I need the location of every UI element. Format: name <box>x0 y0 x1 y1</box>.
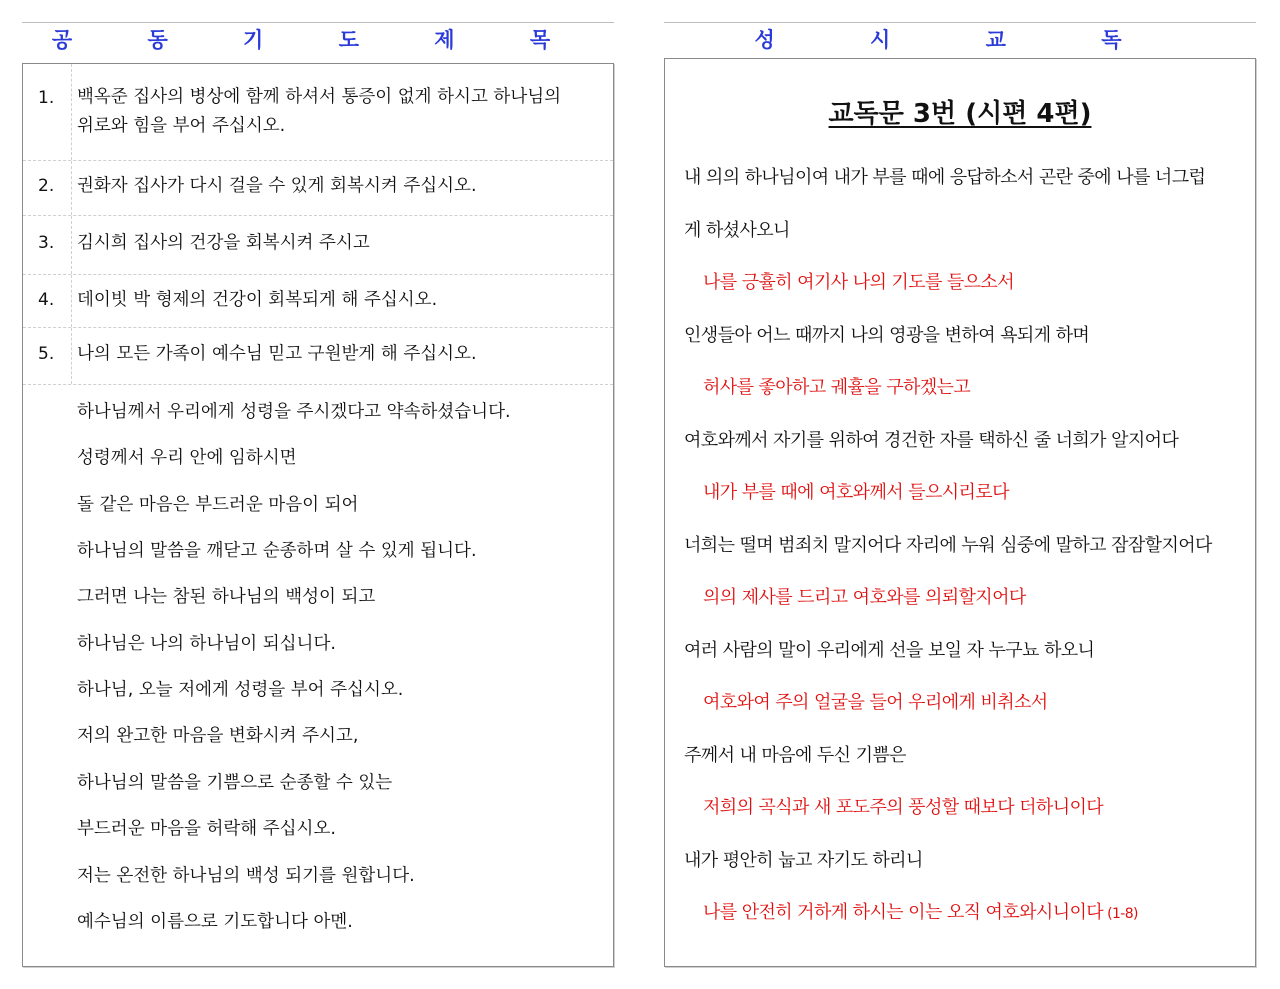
prayer-title-rule <box>22 22 614 23</box>
prayer-topic-number: 1. <box>38 88 55 108</box>
verse-leader: 내가 평안히 눕고 자기도 하리니 <box>684 850 923 871</box>
prayer-line: 저는 온전한 하나님의 백성 되기를 원합니다. <box>77 866 415 886</box>
verse-leader: 게 하셨사오니 <box>684 220 790 241</box>
prayer-topic-number-cell <box>23 216 72 274</box>
prayer-topic-number-cell <box>23 328 72 384</box>
reading-heading-wrap <box>665 93 1255 130</box>
prayer-line: 하나님께서 우리에게 성령을 주시겠다고 약속하셨습니다. <box>77 402 511 422</box>
prayer-topic-text: 나의 모든 가족이 예수님 믿고 구원받게 해 주십시오. <box>77 344 477 364</box>
verse-leader: 너희는 떨며 범죄치 말지어다 자리에 누워 심중에 말하고 잠잠할지어다 <box>684 535 1212 556</box>
prayer-topic-text: 김시희 집사의 건강을 회복시켜 주시고 <box>77 233 370 253</box>
prayer-topic-text: 백옥준 집사의 병상에 함께 하셔서 통증이 없게 하시고 하나님의 위로와 힘을 부어 주십시오. <box>77 87 562 136</box>
prayer-topic-row <box>23 64 613 161</box>
prayer-topic-number: 3. <box>38 233 55 253</box>
verse-leader: 여러 사람의 말이 우리에게 선을 보일 자 누구뇨 하오니 <box>684 640 1095 661</box>
verse-response: 허사를 좋아하고 궤휼을 구하겠는고 <box>703 377 971 398</box>
prayer-line: 돌 같은 마음은 부드러운 마음이 되어 <box>77 495 359 515</box>
prayer-line: 부드러운 마음을 허락해 주십시오. <box>77 819 336 839</box>
verse-response: 나를 긍휼히 여기사 나의 기도를 들으소서 <box>703 272 1015 293</box>
prayer-topic-text: 데이빗 박 형제의 건강이 회복되게 해 주십시오. <box>77 290 438 310</box>
prayer-line: 하나님, 오늘 저에게 성령을 부어 주십시오. <box>77 680 404 700</box>
prayer-topic-number-cell <box>23 161 72 215</box>
prayer-line: 저의 완고한 마음을 변화시켜 주시고, <box>77 726 359 746</box>
verse-response: 여호와여 주의 얼굴을 들어 우리에게 비취소서 <box>703 692 1048 713</box>
prayer-topic-number: 4. <box>38 290 55 310</box>
responsive-reading-box <box>664 58 1256 967</box>
verse-response: 내가 부를 때에 여호와께서 들으시리로다 <box>703 482 1009 503</box>
prayer-topic-row <box>23 161 613 216</box>
verse-leader: 인생들아 어느 때까지 나의 영광을 변하여 욕되게 하며 <box>684 325 1090 346</box>
verse-leader: 여호와께서 자기를 위하여 경건한 자를 택하신 줄 너희가 알지어다 <box>684 430 1179 451</box>
verse-reference: (1-8) <box>1107 906 1138 922</box>
prayer-line: 성령께서 우리 안에 임하시면 <box>77 448 297 468</box>
prayer-topic-number: 5. <box>38 344 55 364</box>
prayer-topic-text: 권화자 집사가 다시 걸을 수 있게 회복시켜 주십시오. <box>77 176 477 196</box>
verse-leader: 내 의의 하나님이여 내가 부를 때에 응답하소서 곤란 중에 나를 너그럽 <box>684 167 1206 188</box>
reading-heading: 교독문 3번 (시편 4편) <box>828 99 1092 129</box>
prayer-line: 예수님의 이름으로 기도합니다 아멘. <box>77 912 353 932</box>
responsive-reading-title: 성 시 교 독 <box>754 28 1166 52</box>
reading-title-rule <box>664 22 1256 23</box>
prayer-topic-number-cell <box>23 64 72 160</box>
verse-response-text: 나를 안전히 거하게 하시는 이는 오직 여호와시니이다 <box>703 902 1104 923</box>
prayer-topics-box <box>22 63 614 967</box>
prayer-line: 하나님의 말씀을 깨닫고 순종하며 살 수 있게 됩니다. <box>77 541 477 561</box>
verse-response-last <box>703 898 1138 924</box>
prayer-topic-row <box>23 328 613 385</box>
prayer-line: 하나님은 나의 하나님이 되십니다. <box>77 634 336 654</box>
verse-response: 의의 제사를 드리고 여호와를 의뢰할지어다 <box>703 587 1026 608</box>
prayer-topic-row <box>23 275 613 328</box>
prayer-topics-title: 공 동 기 도 제 목 <box>51 28 585 52</box>
prayer-line: 하나님의 말씀을 기쁨으로 순종할 수 있는 <box>77 773 393 793</box>
verse-leader: 주께서 내 마음에 두신 기쁨은 <box>684 745 906 766</box>
prayer-topic-number-cell <box>23 275 72 327</box>
verse-response: 저희의 곡식과 새 포도주의 풍성할 때보다 더하니이다 <box>703 797 1104 818</box>
prayer-line: 그러면 나는 참된 하나님의 백성이 되고 <box>77 587 376 607</box>
prayer-topic-row <box>23 216 613 275</box>
prayer-topic-number: 2. <box>38 176 55 196</box>
